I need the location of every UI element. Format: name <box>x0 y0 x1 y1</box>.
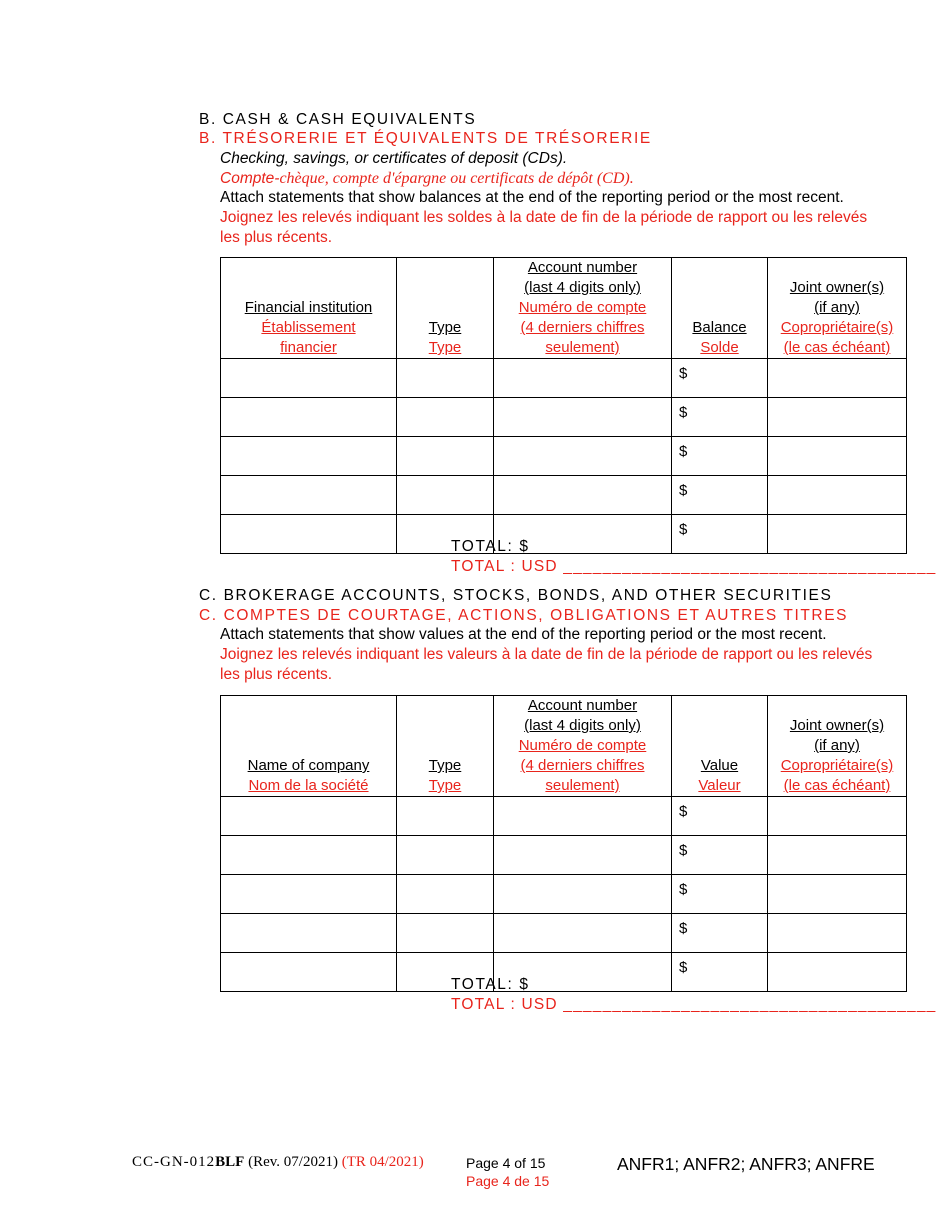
section-b-description-fr <box>220 169 634 189</box>
joint-owner-cell[interactable] <box>768 515 907 554</box>
account-number-cell[interactable] <box>494 836 672 875</box>
value-cell[interactable]: $ <box>672 875 768 914</box>
table-header-row <box>221 696 907 797</box>
section-c-attach-en: Attach statements that show values at the end of the reporting period or the most recent. <box>220 626 827 643</box>
company-name-cell[interactable] <box>221 914 397 953</box>
account-number-cell[interactable] <box>494 359 672 398</box>
type-cell[interactable] <box>397 797 494 836</box>
section-c-heading-en: C. BROKERAGE ACCOUNTS, STOCKS, BONDS, AND OTHER SECURITIES <box>199 587 833 604</box>
account-number-cell[interactable] <box>494 437 672 476</box>
section-b-total-en: TOTAL: $ <box>451 538 530 555</box>
form-translation-date: (TR 04/2021) <box>341 1154 424 1170</box>
form-revision: (Rev. 07/2021) <box>244 1154 342 1170</box>
type-cell[interactable] <box>397 875 494 914</box>
financial-institution-cell[interactable] <box>221 437 397 476</box>
table-row <box>221 953 907 992</box>
financial-institution-cell[interactable] <box>221 398 397 437</box>
table-row <box>221 359 907 398</box>
section-b-description-en: Checking, savings, or certificates of deposit (CDs). <box>220 150 568 167</box>
table-row <box>221 398 907 437</box>
account-number-cell[interactable] <box>494 398 672 437</box>
type-cell[interactable] <box>397 437 494 476</box>
joint-owner-cell[interactable] <box>768 914 907 953</box>
balance-cell[interactable]: $ <box>672 515 768 554</box>
table-row <box>221 476 907 515</box>
table-row <box>221 836 907 875</box>
section-b-heading-fr: B. TRÉSORERIE ET ÉQUIVALENTS DE TRÉSORERIE <box>199 130 652 147</box>
column-header-balance: Balance Solde <box>672 258 768 359</box>
page-number-en: Page 4 of 15 <box>466 1155 546 1171</box>
section-b-description-fr-prefix: Compte- <box>220 170 280 187</box>
cash-equivalents-table <box>220 257 907 554</box>
type-cell[interactable] <box>397 914 494 953</box>
page-number <box>466 1154 549 1190</box>
section-b-attach-fr: Joignez les relevés indiquant les soldes à la date de fin de la période de rapport ou les relevés les plus récents. <box>220 209 868 246</box>
value-cell[interactable]: $ <box>672 953 768 992</box>
value-cell[interactable]: $ <box>672 914 768 953</box>
balance-cell[interactable]: $ <box>672 437 768 476</box>
brokerage-accounts-table <box>220 695 907 992</box>
column-header-value: Value Valeur <box>672 696 768 797</box>
table-row <box>221 875 907 914</box>
joint-owner-cell[interactable] <box>768 797 907 836</box>
table-row <box>221 914 907 953</box>
joint-owner-cell[interactable] <box>768 437 907 476</box>
column-header-account-number: Account number (last 4 digits only) Numéro de compte (4 derniers chiffres seulement) <box>494 258 672 359</box>
column-header-type: Type Type <box>397 696 494 797</box>
value-cell[interactable]: $ <box>672 797 768 836</box>
joint-owner-cell[interactable] <box>768 476 907 515</box>
account-number-cell[interactable] <box>494 914 672 953</box>
account-number-cell[interactable] <box>494 476 672 515</box>
type-cell[interactable] <box>397 398 494 437</box>
company-name-cell[interactable] <box>221 953 397 992</box>
balance-cell[interactable]: $ <box>672 359 768 398</box>
column-header-company-name: Name of company Nom de la société <box>221 696 397 797</box>
type-cell[interactable] <box>397 836 494 875</box>
financial-institution-cell[interactable] <box>221 359 397 398</box>
joint-owner-cell[interactable] <box>768 875 907 914</box>
balance-cell[interactable]: $ <box>672 476 768 515</box>
balance-cell[interactable]: $ <box>672 398 768 437</box>
account-number-cell[interactable] <box>494 797 672 836</box>
type-cell[interactable] <box>397 359 494 398</box>
section-c <box>199 586 919 696</box>
column-header-financial-institution: Financial institution Établissement financier <box>221 258 397 359</box>
section-b-attach-en: Attach statements that show balances at the end of the reporting period or the most recent. <box>220 189 844 206</box>
section-b-description-fr-rest: chèque, compte d'épargne ou certificats de dépôt (CD). <box>279 170 634 187</box>
value-cell[interactable]: $ <box>672 836 768 875</box>
page-number-fr: Page 4 de 15 <box>466 1173 550 1189</box>
joint-owner-cell[interactable] <box>768 953 907 992</box>
table-row <box>221 515 907 554</box>
joint-owner-cell[interactable] <box>768 359 907 398</box>
column-header-joint-owners: Joint owner(s) (if any) Copropriétaire(s) (le cas échéant) <box>768 696 907 797</box>
section-b-total-fr[interactable]: TOTAL : USD ______________________________________ <box>451 558 937 575</box>
joint-owner-cell[interactable] <box>768 398 907 437</box>
table-header-row <box>221 258 907 359</box>
form-code-suffix: BLF <box>215 1154 245 1170</box>
form-code-prefix: CC-GN-012 <box>132 1154 216 1170</box>
account-number-cell[interactable] <box>494 875 672 914</box>
company-name-cell[interactable] <box>221 875 397 914</box>
table-row <box>221 797 907 836</box>
form-code <box>132 1154 424 1171</box>
column-header-joint-owners: Joint owner(s) (if any) Copropriétaire(s) (le cas échéant) <box>768 258 907 359</box>
type-cell[interactable] <box>397 476 494 515</box>
section-c-attach-fr: Joignez les relevés indiquant les valeurs à la date de fin de la période de rapport ou les relevés les plus récents. <box>220 646 873 683</box>
column-header-account-number: Account number (last 4 digits only) Numéro de compte (4 derniers chiffres seulement) <box>494 696 672 797</box>
financial-institution-cell[interactable] <box>221 476 397 515</box>
section-c-total-fr[interactable]: TOTAL : USD ______________________________________ <box>451 996 937 1013</box>
section-c-heading-fr: C. COMPTES DE COURTAGE, ACTIONS, OBLIGATIONS ET AUTRES TITRES <box>199 607 849 624</box>
joint-owner-cell[interactable] <box>768 836 907 875</box>
company-name-cell[interactable] <box>221 797 397 836</box>
section-c-total-en: TOTAL: $ <box>451 976 530 993</box>
company-name-cell[interactable] <box>221 836 397 875</box>
language-codes: ANFR1; ANFR2; ANFR3; ANFRE <box>617 1154 875 1174</box>
table-row <box>221 437 907 476</box>
section-b-heading-en: B. CASH & CASH EQUIVALENTS <box>199 111 477 128</box>
column-header-type: Type Type <box>397 258 494 359</box>
financial-institution-cell[interactable] <box>221 515 397 554</box>
